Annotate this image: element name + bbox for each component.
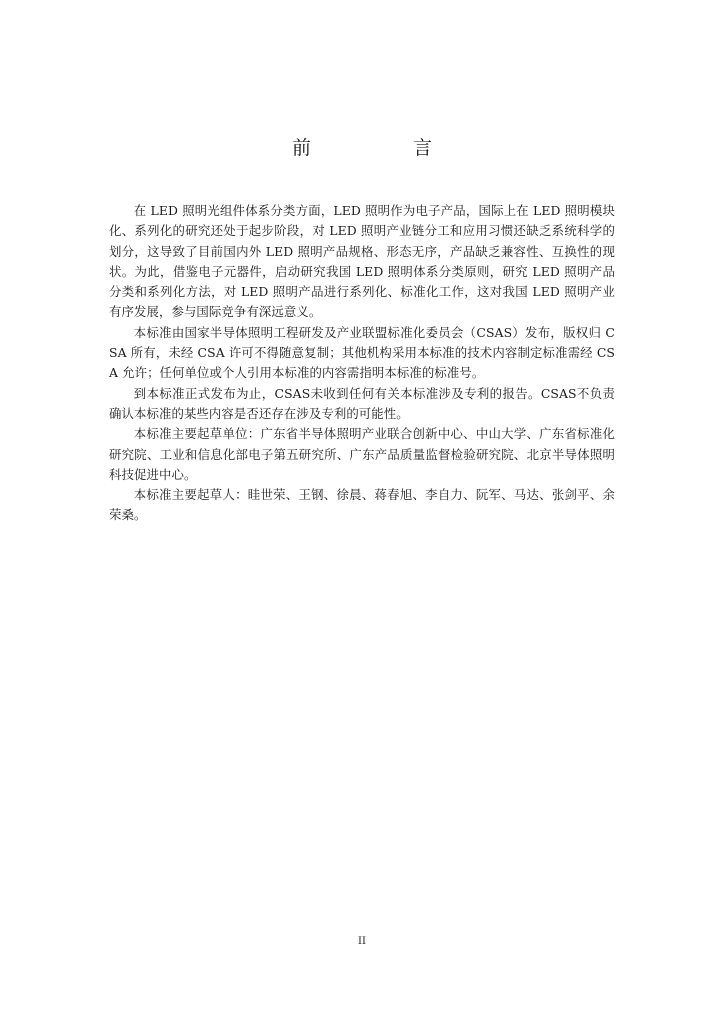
page-title: 前 言 xyxy=(291,137,481,159)
foreword-body xyxy=(109,201,615,526)
paragraph-background: 在 LED 照明光组件体系分类方面，LED 照明作为电子产品，国际上在 LED 照明模块化、系列化的研究还处于起步阶段，对 LED 照明产业链分工和应用习惯还缺乏系统科学的划分，这导致了目前国内外 LED 照明产品规格、形态无序，产品缺乏兼容性、互换性的现状。为此，借鉴电子元器件，启动研究我国 LED 照明体系分类原则，研究 LED 照明产品分类和系列化方法，对 LED 照明产品进行系列化、标准化工作，这对我国 LED 照明产业有序发展，参与国际竞争有深远意义。 xyxy=(109,203,615,320)
paragraph-drafters: 本标准主要起草人：眭世荣、王钢、徐晨、蒋春旭、李自力、阮军、马达、张剑平、余荣桑。 xyxy=(109,487,615,523)
paragraph-patent: 到本标准正式发布为止，CSAS未收到任何有关本标准涉及专利的报告。CSAS不负责确认本标准的某些内容是否还存在涉及专利的可能性。 xyxy=(109,385,615,421)
page-number: II xyxy=(358,936,366,947)
paragraph-copyright: 本标准由国家半导体照明工程研发及产业联盟标准化委员会（CSAS）发布，版权归 CSA 所有，未经 CSA 许可不得随意复制；其他机构采用本标准的技术内容制定标准需经 CSA 允许；任何单位或个人引用本标准的内容需指明本标准的标准号。 xyxy=(109,324,615,381)
paragraph-drafting-units: 本标准主要起草单位：广东省半导体照明产业联合创新中心、中山大学、广东省标准化研究院、工业和信息化部电子第五研究所、广东产品质量监督检验研究院、北京半导体照明科技促进中心。 xyxy=(109,426,615,482)
